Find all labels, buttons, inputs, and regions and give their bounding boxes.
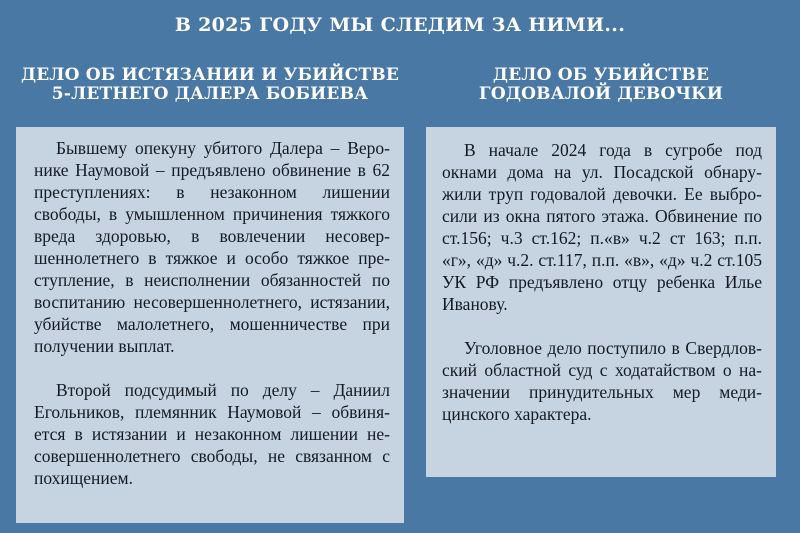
case-body-girl — [426, 127, 776, 477]
case-title-line-1: ДЕЛО ОБ УБИЙСТВЕ — [492, 65, 710, 85]
case-paragraph: Бывшему опекуну убитого Далера – Веронике Наумовой – предъявлено обвинение в 62 преступлениях: в незаконном лишении свободы, в умышленном причинения тяжкого вреда здоровью, в вовлечении несовершеннолетнего в тяжкое и особо тяжкое преступление, в неисполнении обязанностей по воспитанию несовершеннолетнего, истязании, убийстве малолетнего, мошенничестве при получении выплат. — [34, 138, 390, 356]
case-column-daler — [16, 66, 404, 523]
case-column-girl — [426, 66, 776, 477]
case-title-daler — [16, 66, 404, 104]
case-paragraph: Второй подсудимый по делу – Даниил Егольников, племянник Наумовой – обвиняется в истязании и незаконном лишении несовершеннолетнего свободы, не связанном с похищением. — [34, 380, 390, 488]
case-title-girl — [426, 66, 776, 104]
case-body-daler — [16, 127, 404, 523]
case-title-line-2: 5-ЛЕТНЕГО ДАЛЕРА БОБИЕВА — [51, 84, 369, 104]
case-title-line-2: ГОДОВАЛОЙ ДЕВОЧКИ — [478, 84, 724, 104]
case-paragraph: В начале 2024 года в сугробе под окнами дома на ул. Посадской обнаружили труп годовалой девочки. Ее выбросили из окна пятого этажа. Обвинение по ст.156; ч.3 ст.162; п.«в» ч.2 ст 163; п.п. «г», «д» ч.2. ст.117, п.п. «в», «д» ч.2 ст.105 УК РФ предъявлено отцу ребенка Илье Иванову. — [442, 140, 762, 314]
case-title-line-1: ДЕЛО ОБ ИСТЯЗАНИИ И УБИЙСТВЕ — [20, 65, 400, 85]
case-paragraph: Уголовное дело поступило в Свердловский областной суд с ходатайством о назначении принудительных мер медицинского характера. — [442, 338, 762, 424]
page-title: В 2025 ГОДУ МЫ СЛЕДИМ ЗА НИМИ... — [174, 14, 626, 36]
